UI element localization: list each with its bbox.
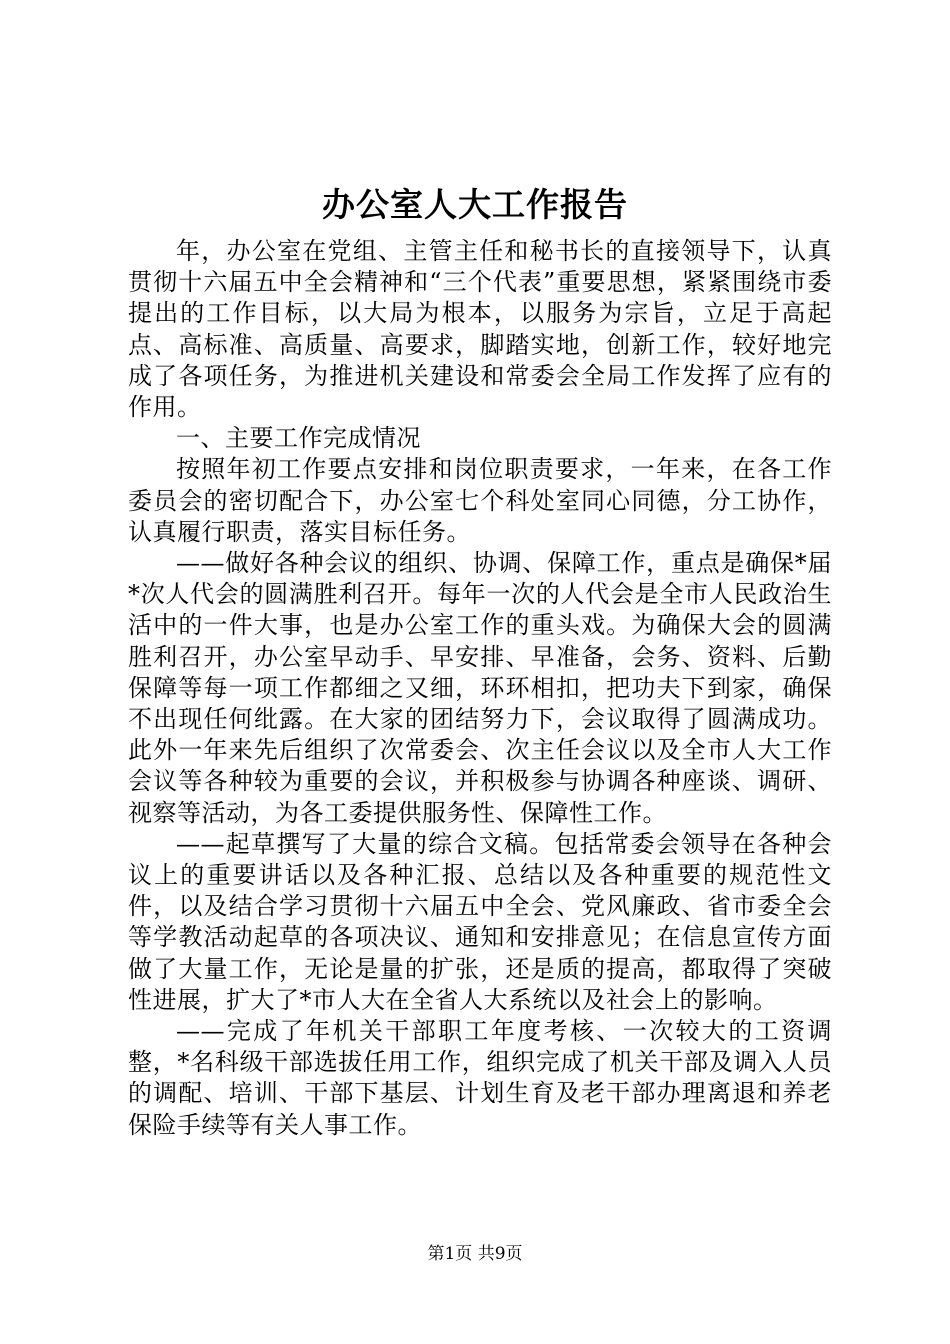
paragraph-drafting: ——起草撰写了大量的综合文稿。包括常委会领导在各种会议上的重要讲话以及各种汇报、总结以及各种重要的规范性文件，以及结合学习贯彻十六届五中全会、党风廉政、省市委全会等学教活动起草的各项决议、通知和安排意见；在信息宣传方面做了大量工作，无论是量的扩张，还是质的提高，都取得了突破性进展，扩大了*市人大在全省人大系统以及社会上的影响。 (128, 829, 832, 1014)
paragraph-intro: 年，办公室在党组、主管主任和秘书长的直接领导下，认真贯彻十六届五中全会精神和“三个代表”重要思想，紧紧围绕市委提出的工作目标，以大局为根本，以服务为宗旨，立足于高起点、高标准、高质量、高要求，脚踏实地，创新工作，较好地完成了各项任务，为推进机关建设和常委会全局工作发挥了应有的作用。 (128, 237, 832, 422)
paragraph-overview: 按照年初工作要点安排和岗位职责要求，一年来，在各工作委员会的密切配合下，办公室七个科处室同心同德，分工协作，认真履行职责，落实目标任务。 (128, 455, 832, 546)
document-title: 办公室人大工作报告 (322, 185, 628, 224)
section-heading: 一、主要工作完成情况 (176, 424, 421, 453)
page-number-footer: 第1页 共9页 (427, 1244, 523, 1264)
paragraph-meetings: ——做好各种会议的组织、协调、保障工作，重点是确保*届*次人代会的圆满胜利召开。每年一次的人代会是全市人民政治生活中的一件大事，也是办公室工作的重头戏。为确保大会的圆满胜利召开，办公室早动手、早安排、早准备，会务、资料、后勤保障等每一项工作都细之又细，环环相扣，把功夫下到家，确保不出现任何纰露。在大家的团结努力下，会议取得了圆满成功。此外一年来先后组织了次常委会、次主任会议以及全市人大工作会议等各种较为重要的会议，并积极参与协调各种座谈、调研、视察等活动，为各工委提供服务性、保障性工作。 (128, 549, 832, 827)
paragraph-personnel: ——完成了年机关干部职工年度考核、一次较大的工资调整，*名科级干部选拔任用工作，组织完成了机关干部及调入人员的调配、培训、干部下基层、计划生育及老干部办理离退和养老保险手续等有关人事工作。 (128, 1017, 832, 1139)
document-body (128, 236, 832, 1141)
